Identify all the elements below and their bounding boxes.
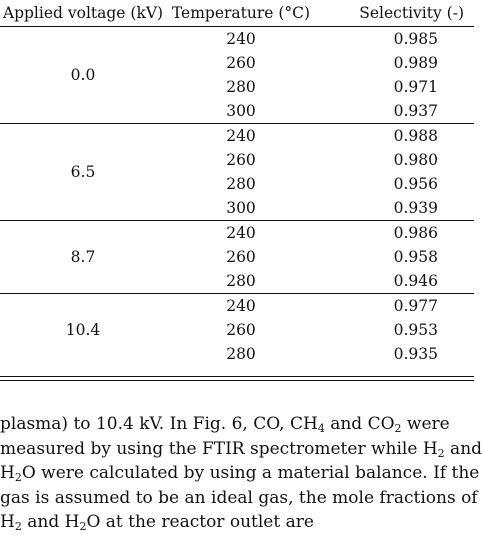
selectivity-cell: 0.988 <box>316 124 474 149</box>
selectivity-cell: 0.939 <box>393 199 438 217</box>
text-segment: gas is assumed to be an ideal gas, the mole fractions of <box>0 487 478 508</box>
selectivity-cell: 0.946 <box>393 272 438 290</box>
text-segment: plasma) to 10.4 kV. In Fig. 6, CO, CH <box>0 414 318 434</box>
temperature-cell: 280 <box>226 175 256 193</box>
table-header-row <box>0 0 474 27</box>
selectivity-cell: 0.980 <box>393 151 438 169</box>
selectivity-cell: 0.985 <box>393 30 438 48</box>
selectivity-cell: 0.977 <box>316 294 474 319</box>
table-row <box>0 221 474 246</box>
selectivity-cell: 0.971 <box>393 78 438 96</box>
paragraph-line-4 <box>0 486 478 511</box>
temperature-cell: 260 <box>226 248 256 266</box>
applied-voltage-cell: 8.7 <box>0 221 166 294</box>
text-segment: and <box>444 438 482 459</box>
header-temperature: Temperature (°C) <box>166 0 316 27</box>
table-row <box>0 27 474 52</box>
subscript: 2 <box>14 520 22 533</box>
text-segment: and H <box>21 512 80 532</box>
text-segment: were <box>401 414 450 434</box>
applied-voltage-cell: 0.0 <box>70 66 96 84</box>
table-bottom-rule-lower <box>0 380 474 381</box>
temperature-cell: 280 <box>226 272 256 290</box>
subscript: 2 <box>394 422 402 435</box>
paragraph-line-5 <box>0 510 474 535</box>
text-segment: O at the reactor outlet are <box>86 512 314 532</box>
header-selectivity: Selectivity (-) <box>316 0 474 27</box>
temperature-cell: 240 <box>166 294 316 319</box>
temperature-cell: 260 <box>226 321 256 339</box>
paragraph-line-2 <box>0 437 482 462</box>
applied-voltage-cell: 10.4 <box>0 294 166 367</box>
text-segment: O were calculated by using a material balance. If the <box>21 463 480 483</box>
subscript: 2 <box>79 520 87 533</box>
temperature-cell: 260 <box>226 54 256 72</box>
temperature-cell: 280 <box>226 78 256 96</box>
body-paragraph <box>0 412 482 535</box>
text-segment: measured by using the FTIR spectrometer while H <box>0 438 438 459</box>
subscript: 4 <box>317 422 325 435</box>
selectivity-cell: 0.958 <box>393 248 438 266</box>
paragraph-line-1 <box>0 412 474 437</box>
temperature-cell: 280 <box>226 345 256 363</box>
table-row <box>0 294 474 319</box>
subscript: 2 <box>14 471 22 484</box>
selectivity-cell: 0.989 <box>393 54 438 72</box>
table-body <box>0 27 474 367</box>
subscript: 2 <box>437 446 445 460</box>
paragraph-line-3 <box>0 461 480 486</box>
selectivity-cell: 0.986 <box>316 221 474 246</box>
temperature-cell: 300 <box>226 102 256 120</box>
temperature-cell: 260 <box>226 151 256 169</box>
temperature-cell: 300 <box>226 199 256 217</box>
applied-voltage-cell: 6.5 <box>0 124 166 221</box>
selectivity-cell: 0.953 <box>393 321 438 339</box>
temperature-cell: 240 <box>166 124 316 149</box>
text-segment: H <box>0 463 15 483</box>
text-segment: H <box>0 512 15 532</box>
temperature-cell: 240 <box>166 221 316 246</box>
selectivity-cell: 0.937 <box>393 102 438 120</box>
header-applied-voltage: Applied voltage (kV) <box>0 0 166 27</box>
selectivity-cell: 0.935 <box>393 345 438 363</box>
table-bottom-rule-upper <box>0 376 474 377</box>
text-segment: and CO <box>324 414 395 434</box>
table-row <box>0 124 474 149</box>
temperature-cell: 240 <box>226 30 256 48</box>
selectivity-cell: 0.956 <box>393 175 438 193</box>
